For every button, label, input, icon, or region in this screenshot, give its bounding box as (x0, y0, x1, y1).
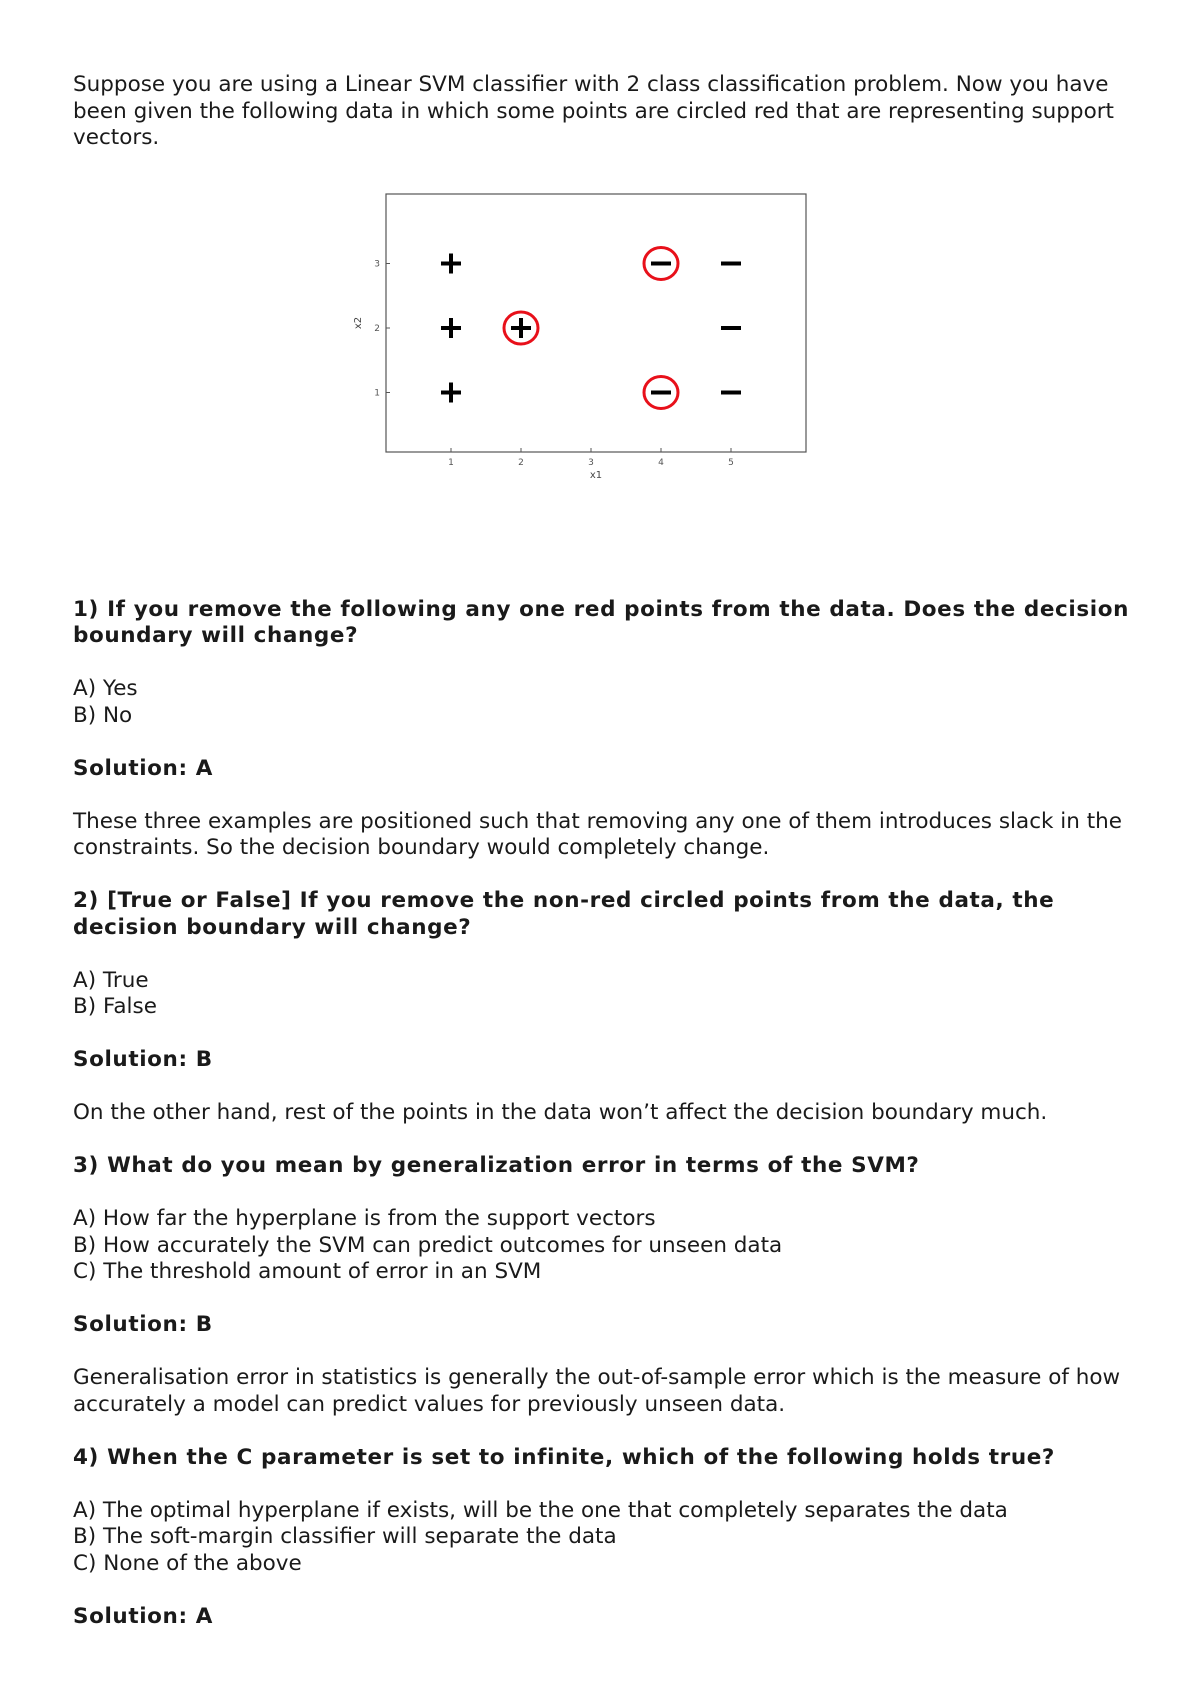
solution-explanation: On the other hand, rest of the points in the data won’t affect the decision boundary much. (73, 1100, 1048, 1125)
solution-label: Solution: B (73, 1047, 213, 1072)
question-text: 4) When the C parameter is set to infinite, which of the following holds true? (73, 1444, 1055, 1470)
y-tick-label: 2 (374, 323, 380, 334)
option-list (73, 1498, 1133, 1578)
option-list (73, 676, 1133, 729)
x-tick-label: 1 (448, 457, 454, 468)
answer-option: B) How accurately the SVM can predict outcomes for unseen data (73, 1232, 783, 1258)
solution-label: Solution: A (73, 1603, 213, 1629)
answer-option: C) The threshold amount of error in an SVM (73, 1259, 542, 1284)
solution-label: Solution: B (73, 1312, 213, 1337)
solution-explanation: These three examples are positioned such that removing any one of them introduces slack in the constraints. So the decision boundary would completely change. (73, 808, 1123, 860)
y-tick-label: 3 (374, 259, 380, 269)
x-axis-label: x1 (589, 469, 603, 481)
answer-option: B) False (73, 994, 157, 1019)
x-tick-label: 3 (588, 457, 594, 468)
figure-container (73, 152, 1133, 597)
solution-explanation: Generalisation error in statistics is generally the out-of-sample error which is the measure of how accurately a model can predict values for previously unseen data. (73, 1365, 1121, 1417)
x-tick-label: 2 (518, 457, 524, 468)
option-list (73, 1206, 1133, 1286)
question-block (73, 888, 1133, 1153)
answer-option: A) True (73, 967, 149, 993)
svm-scatter-plot (353, 182, 863, 482)
answer-option: A) The optimal hyperplane if exists, will be the one that completely separates the data (73, 1497, 1008, 1523)
question-list (73, 597, 1133, 1657)
x-tick-label: 5 (728, 457, 734, 468)
solution-label: Solution: A (73, 755, 213, 781)
question-block (73, 1153, 1133, 1445)
option-list (73, 968, 1133, 1021)
answer-option: A) How far the hyperplane is from the support vectors (73, 1206, 656, 1231)
answer-option: C) None of the above (73, 1550, 302, 1576)
intro-paragraph: Suppose you are using a Linear SVM classifier with 2 class classification problem. Now you have been given the following data in which some points are circled red that are representing support vectors. (73, 72, 1114, 150)
answer-option: B) The soft-margin classifier will separate the data (73, 1524, 617, 1549)
question-text: 3) What do you mean by generalization error in terms of the SVM? (73, 1153, 920, 1178)
answer-option: A) Yes (73, 676, 138, 701)
y-tick-label: 1 (374, 388, 380, 398)
question-text: 2) [True or False] If you remove the non-red circled points from the data, the decision boundary will change? (73, 888, 1055, 940)
question-block (73, 597, 1133, 889)
x-tick-label: 4 (658, 457, 664, 468)
y-axis-label: x2 (353, 316, 364, 329)
question-text: 1) If you remove the following any one red points from the data. Does the decision boundary will change? (73, 596, 1130, 648)
question-block (73, 1445, 1133, 1657)
document-content (73, 72, 1133, 1657)
answer-option: B) No (73, 702, 133, 728)
